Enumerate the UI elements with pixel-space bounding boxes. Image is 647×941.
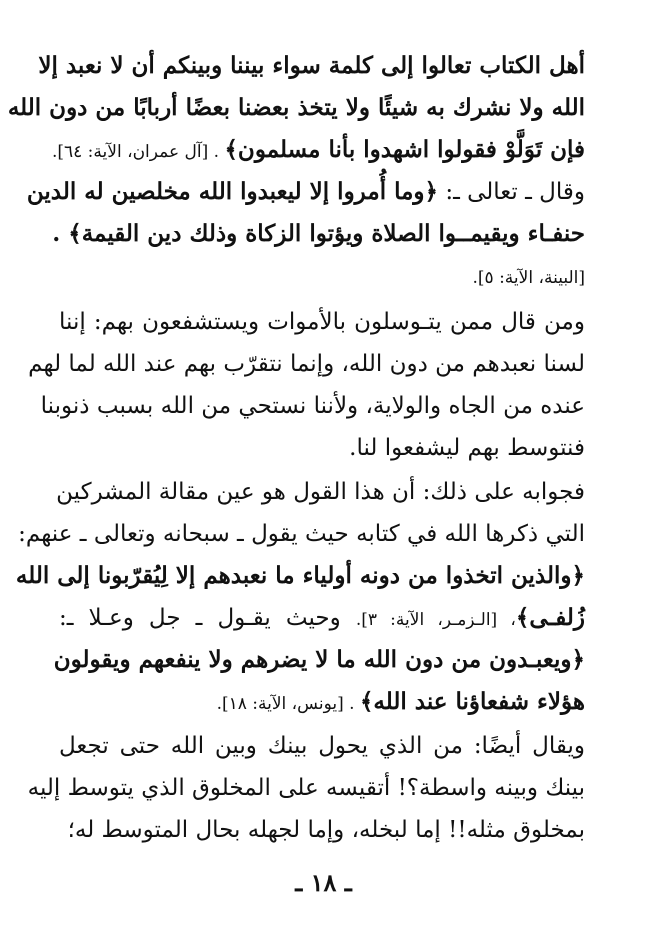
text-line: حنفـاء ويقيمــوا الصلاة ويؤتوا الزكاة وذلك دين القيمة﴾ .	[52, 220, 585, 247]
quran-verse: فإن تَوَلَّوْ فقولوا اشهدوا بأنا مسلمون﴾	[224, 136, 585, 163]
text-line	[59, 683, 585, 723]
text-line	[59, 257, 585, 297]
text-line	[51, 131, 585, 171]
verse-reference: . [آل عمران، الآية: ٦٤].	[51, 142, 225, 162]
text-line: فنتوسط بهم ليشفعوا لنا.	[349, 435, 585, 461]
text-line: بمخلوق مثله!! إما لبخله، وإما لجهله بحال المتوسط له؛	[67, 817, 585, 843]
quran-verse: ﴿وما أُمروا إلا ليعبدوا الله مخلصين له الدين	[26, 178, 439, 205]
text-line: لسنا نعبدهم من دون الله، وإنما نتقرّب بهم عند الله لما لهم	[28, 351, 585, 377]
text-line: بينك وبينه واسطة؟! أتقيسه على المخلوق الذي يتوسط إليه	[27, 775, 585, 801]
text-line	[59, 599, 585, 639]
quran-verse: زُلفـى﴾	[515, 604, 585, 631]
verse-reference: [البينة، الآية: ٥].	[472, 268, 585, 288]
text-line: أهل الكتاب تعالوا إلى كلمة سواء بيننا وبينكم أن لا نعبد إلا	[38, 52, 585, 79]
text-line: ﴿ويعبـدون من دون الله ما لا يضرهم ولا ينفعهم ويقولون	[53, 646, 585, 673]
text-line: ومن قال ممن يتـوسلون بالأموات ويستشفعون بهم: إننا	[59, 309, 585, 335]
verse-reference: . [يونس، الآية: ١٨].	[216, 694, 360, 714]
text-line: الله ولا نشرك به شيئًا ولا يتخذ بعضنا بعضًا أربابًا من دون الله	[7, 94, 585, 121]
quran-verse: هؤلاء شفعاؤنا عند الله﴾	[359, 688, 585, 715]
text-line: ويقال أيضًا: من الذي يحول بينك وبين الله حتى تجعل	[59, 733, 585, 759]
text-line: التي ذكرها الله في كتابه حيث يقول ـ سبحانه وتعالى ـ عنهم:	[18, 521, 585, 547]
line-text: وقال ـ تعالى ـ:	[438, 179, 585, 205]
text-line: ﴿والذين اتخذوا من دونه أولياء ما نعبدهم إلا لِيُقرّبونا إلى الله	[15, 562, 585, 589]
verse-reference: ، [الـزمـر، الآية: ٣].	[355, 610, 516, 630]
text-line	[26, 173, 585, 211]
line-text: وحيث يقـول ـ جل وعـلا ـ:	[59, 605, 356, 631]
page-number: ـ ١٨ ـ	[295, 868, 352, 897]
text-line: فجوابه على ذلك: أن هذا القول هو عين مقالة المشركين	[56, 479, 585, 505]
text-line: عنده من الجاه والولاية، ولأننا نستحي من الله بسبب ذنوبنا	[40, 393, 585, 419]
